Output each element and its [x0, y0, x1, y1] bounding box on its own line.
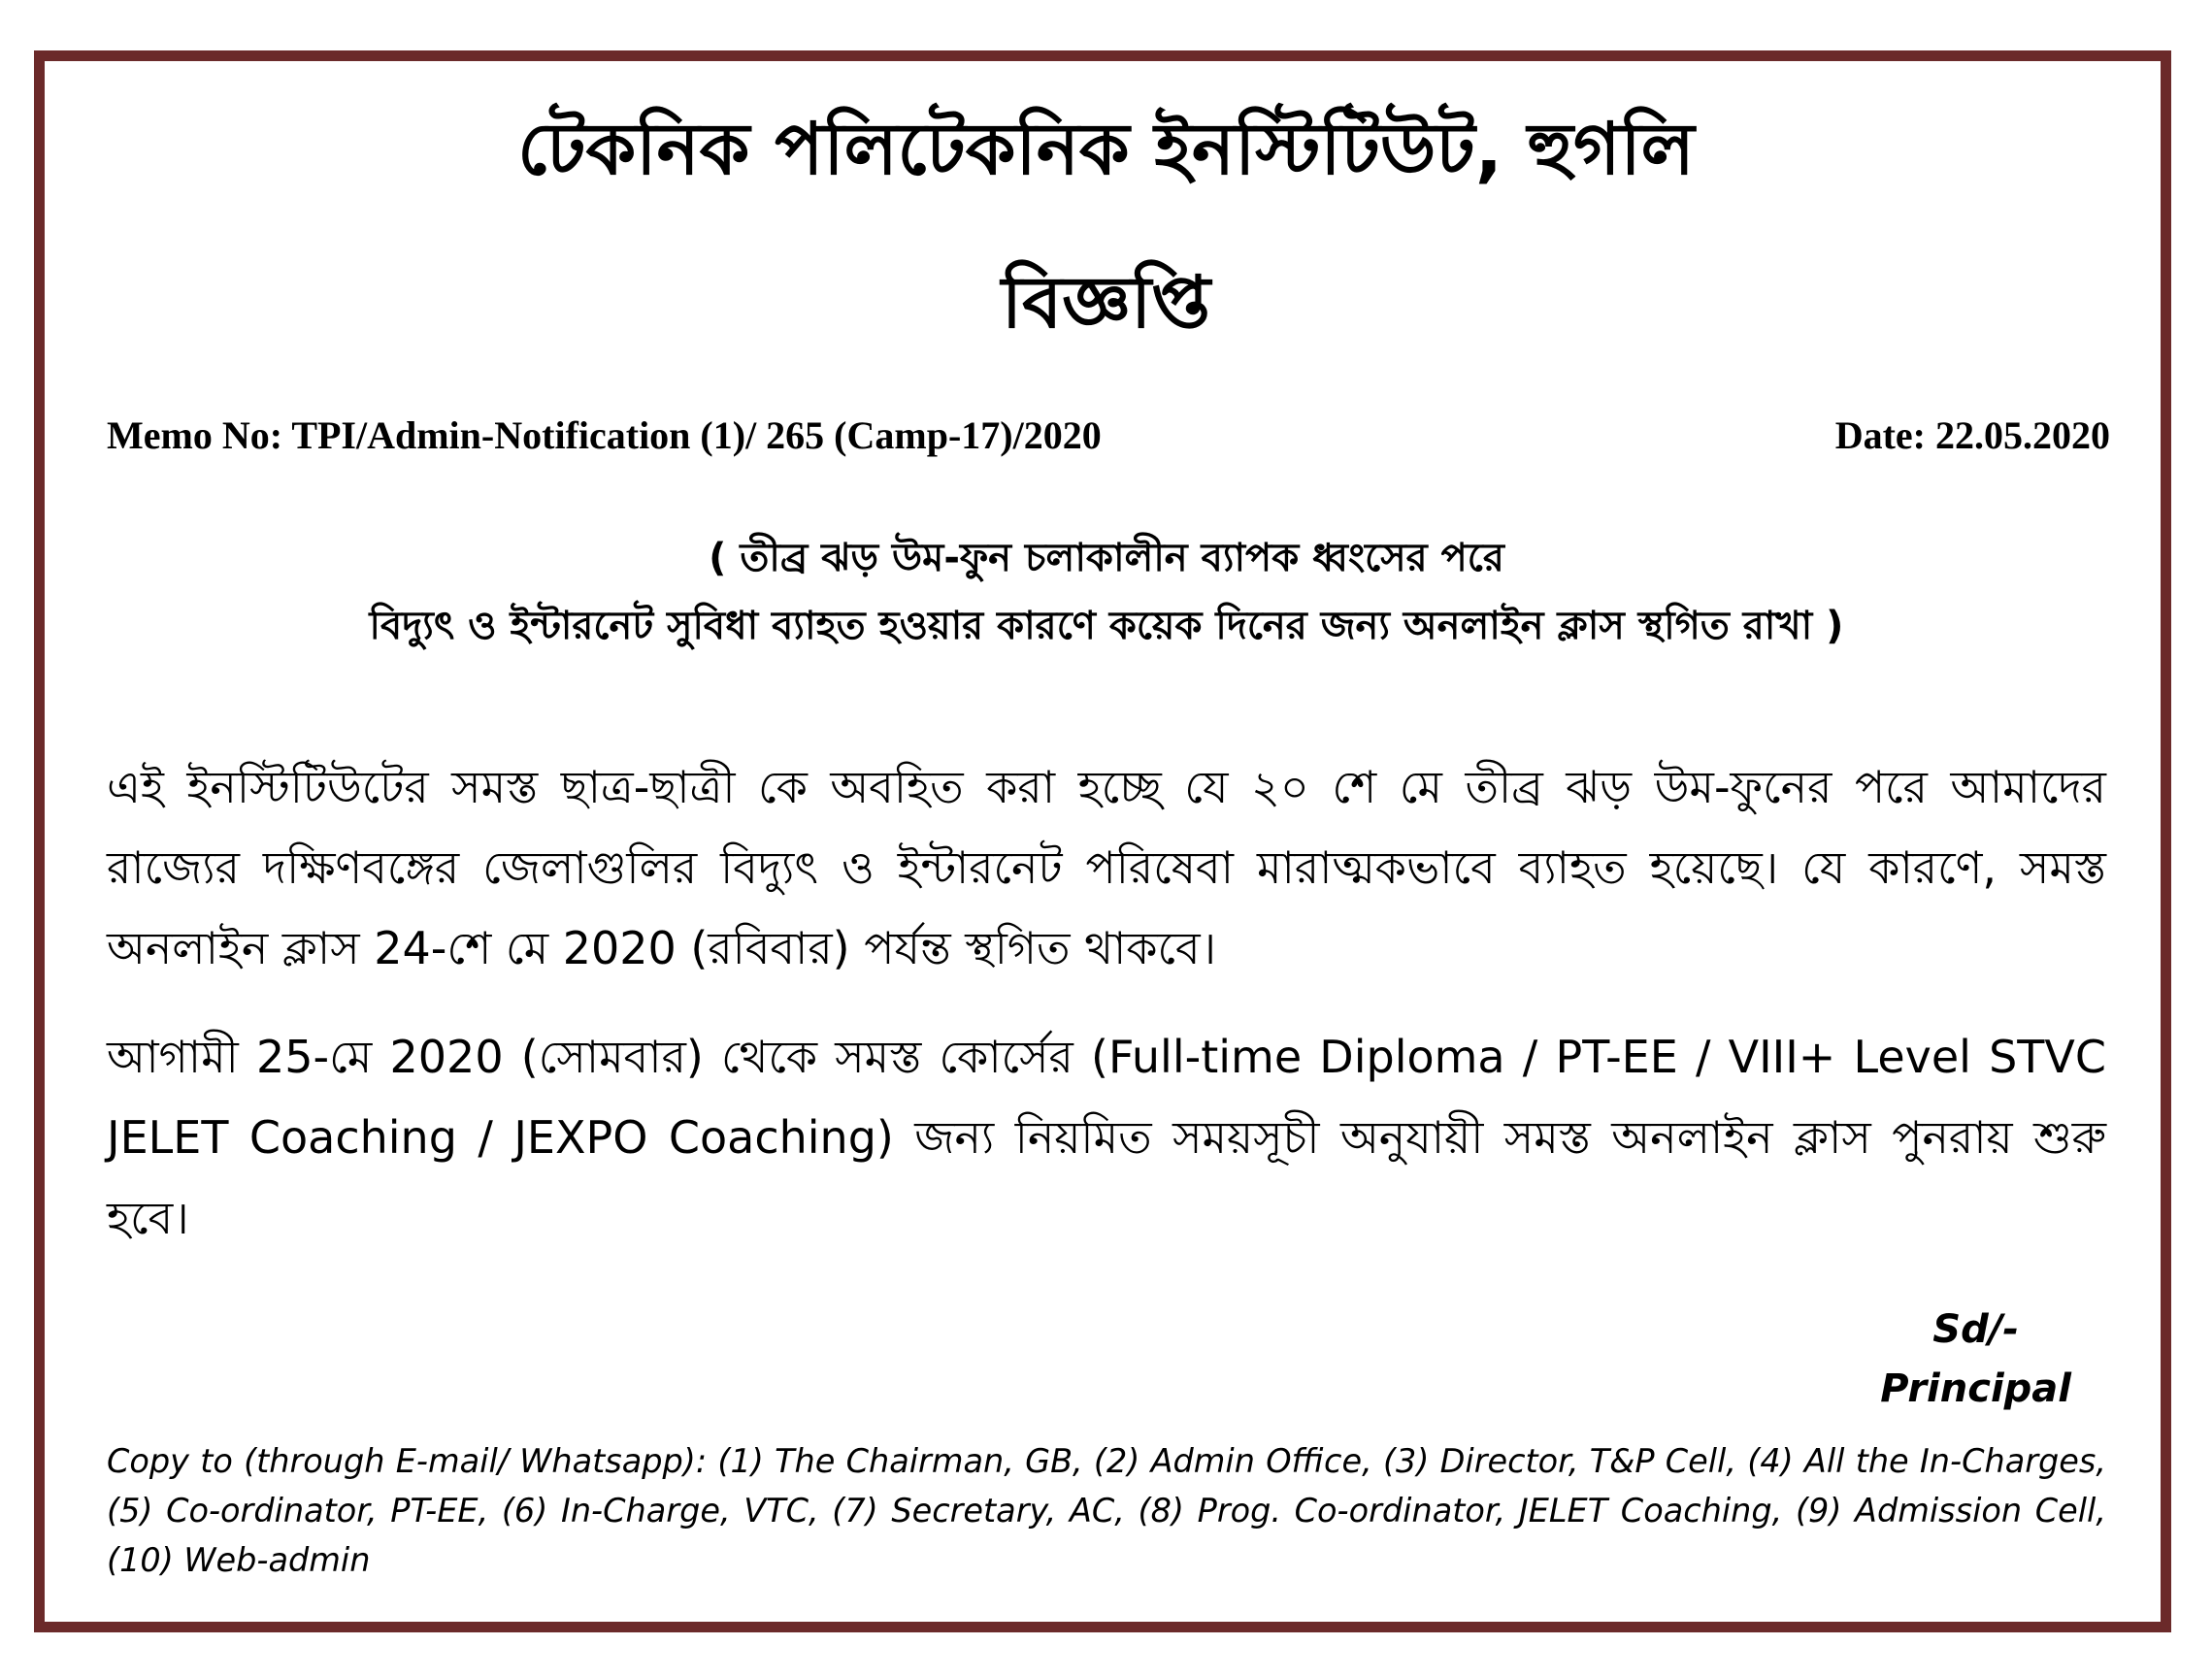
- copy-to-list: Copy to (through E-mail/ Whatsapp): (1) The Chairman, GB, (2) Admin Office, (3) Director, T&P Cell, (4) All the In-Charges, (5) Co-ordinator, PT-EE, (6) In-Charge, VTC, (7) Secretary, AC, (8) Prog. Co-ordinator, JELET Coaching, (9) Admission Cell, (10) Web-admin: [107, 1442, 2106, 1579]
- institute-name: টেকনিক পলিটেকনিক ইনস্টিটিউট, হুগলি: [517, 108, 1695, 191]
- body-paragraph-2: আগামী 25-মে 2020 (সোমবার) থেকে সমস্ত কোর্সের (Full-time Diploma / PT-EE / VIII+ Level STVC JELET Coaching / JEXPO Coaching) জন্য নিয়মিত সময়সূচী অনুযায়ী সমস্ত অনলাইন ক্লাস পুনরায় শুরু হবে।: [107, 1031, 2106, 1244]
- subject-line-1: ( তীব্র ঝড় উম-ফুন চলাকালীন ব্যাপক ধ্বংসের পরে: [709, 536, 1504, 580]
- signature-sd: Sd/-: [1932, 1307, 2019, 1352]
- subject-line-2: বিদ্যুৎ ও ইন্টারনেট সুবিধা ব্যাহত হওয়ার কারণে কয়েক দিনের জন্য অনলাইন ক্লাস স্থগিত রাখা ): [369, 604, 1844, 648]
- memo-number: Memo No: TPI/Admin-Notification (1)/ 265 (Camp-17)/2020: [107, 413, 1102, 457]
- signature-designation: Principal: [1880, 1366, 2071, 1411]
- body-paragraph-1: এই ইনস্টিটিউটের সমস্ত ছাত্র-ছাত্রী কে অবহিত করা হচ্ছে যে ২০ শে মে তীব্র ঝড় উম-ফুনের পরে আমাদের রাজ্যের দক্ষিণবঙ্গের জেলাগুলির বিদ্যুৎ ও ইন্টারনেট পরিষেবা মারাত্মকভাবে ব্যাহত হয়েছে। যে কারণে, সমস্ত অনলাইন ক্লাস 24-শে মে 2020 (রবিবার) পর্যন্ত স্থগিত থাকবে।: [107, 761, 2106, 974]
- memo-date: Date: 22.05.2020: [1834, 413, 2110, 457]
- subject-block: [107, 524, 2106, 660]
- notice-title: বিজ্ঞপ্তি: [1001, 261, 1211, 345]
- signature-block: [1880, 1300, 2071, 1419]
